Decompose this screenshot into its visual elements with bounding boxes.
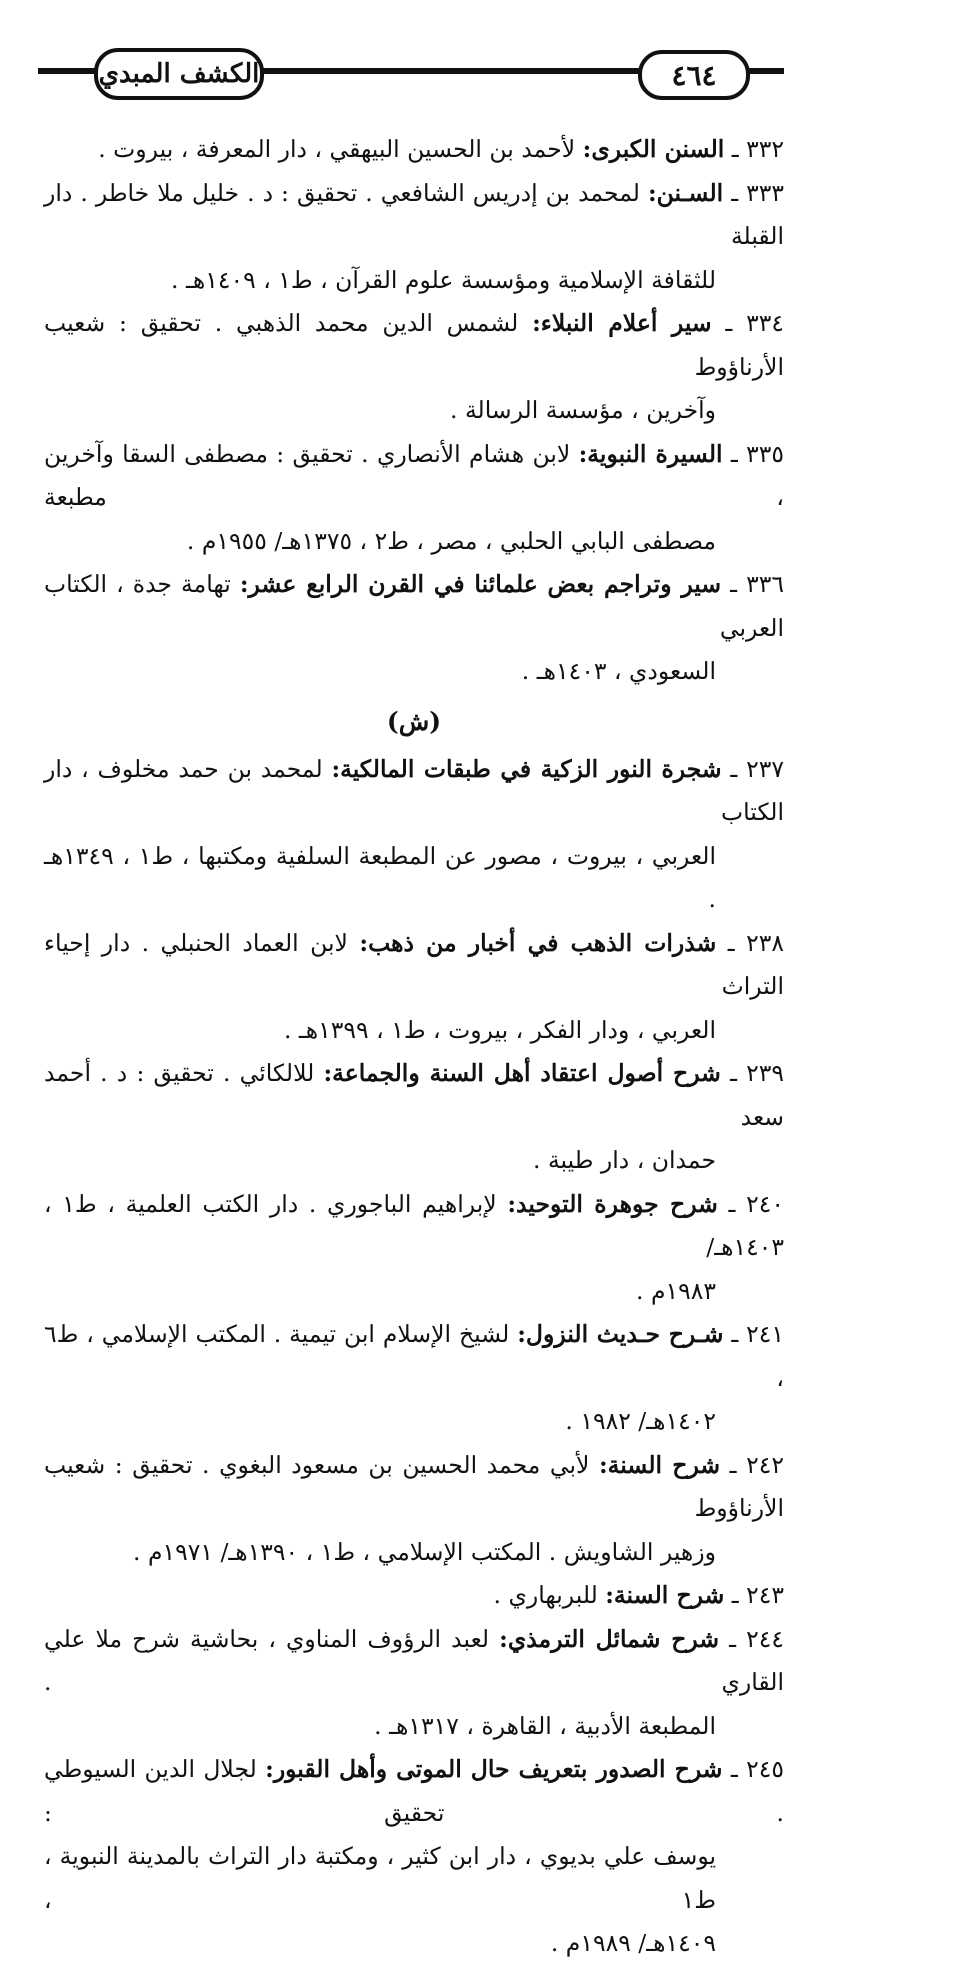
- bibliography-entry: [44, 563, 784, 694]
- bibliography-entry: [44, 128, 784, 172]
- bibliography-entry: [44, 1313, 784, 1444]
- entry-number: ٢٣٨ ـ: [727, 928, 784, 957]
- entry-continuation-line: ١٤٠٢هـ/ ١٩٨٢ .: [565, 1407, 716, 1435]
- entry-text: لإبراهيم الباجوري . دار الكتب العلمية ، ط١ ، ١٤٠٣هـ/: [44, 1189, 784, 1261]
- entry-title: سير وتراجم بعض علمائنا في القرن الرابع عشر:: [239, 570, 722, 598]
- entry-text: تهامة جدة ، الكتاب العربي: [44, 570, 784, 642]
- entry-number: ٣٣٢ ـ: [731, 135, 784, 163]
- entry-first-line: [44, 922, 784, 1009]
- entry-text: لمحمد بن حمد مخلوف ، دار الكتاب: [44, 754, 784, 826]
- entry-text: لشمس الدين محمد الذهبي . تحقيق : شعيب الأرناؤوط: [44, 309, 784, 381]
- entry-title: السيرة النبوية:: [578, 439, 723, 468]
- entry-number: ٢٤٣ ـ: [731, 1581, 784, 1609]
- entry-text: لشيخ الإسلام ابن تيمية . المكتب الإسلامي ، ط٦ ،: [44, 1320, 784, 1392]
- entry-first-line: [44, 128, 784, 172]
- entry-text: لأبي محمد الحسين بن مسعود البغوي . تحقيق : شعيب الأرناؤوط: [44, 1450, 784, 1522]
- entry-number: ٢٤٤ ـ: [729, 1624, 784, 1653]
- entry-title: شرح الصدور بتعريف حال الموتى وأهل القبور:: [265, 1755, 723, 1783]
- entry-text: للبربهاري .: [493, 1581, 598, 1609]
- bibliography-entry: [44, 1183, 784, 1314]
- entry-title: شرح شمائل الترمذي:: [499, 1624, 720, 1653]
- entry-text: للالكائي . تحقيق : د . أحمد سعد: [44, 1059, 784, 1131]
- entry-first-line: [44, 302, 784, 389]
- entry-first-line: [44, 1052, 784, 1139]
- entry-first-line: [44, 1748, 784, 1835]
- entry-continuation-line: للثقافة الإسلامية ومؤسسة علوم القرآن ، ط١ ، ١٤٠٩هـ .: [171, 265, 716, 294]
- entry-number: ٣٣٤ ـ: [725, 309, 784, 337]
- entry-number: ٢٤٢ ـ: [729, 1450, 784, 1479]
- entry-number: ٣٣٦ ـ: [730, 570, 784, 598]
- entry-continuation-line: المطبعة الأدبية ، القاهرة ، ١٣١٧هـ .: [374, 1711, 716, 1740]
- entry-title: سير أعلام النبلاء:: [532, 309, 712, 337]
- page-header: [0, 0, 956, 120]
- entry-continuation-line: العربي ، ودار الفكر ، بيروت ، ط١ ، ١٣٩٩هـ .: [283, 1015, 716, 1044]
- entry-first-line: [44, 563, 784, 650]
- running-title: الكشف المبدي: [94, 48, 264, 100]
- entry-number: ٢٣٧ ـ: [730, 754, 784, 783]
- entry-continuation-line: وزهير الشاويش . المكتب الإسلامي ، ط١ ، ١٣٩٠هـ/ ١٩٧١م .: [133, 1537, 716, 1566]
- bibliography-entry: [44, 748, 784, 922]
- entry-number: ٣٣٣ ـ: [731, 178, 784, 207]
- entries-group-after: [44, 748, 784, 1966]
- entry-title: شرح أصول اعتقاد أهل السنة والجماعة:: [323, 1059, 721, 1087]
- entry-title: شرح جوهرة التوحيد:: [507, 1189, 718, 1218]
- entry-number: ٣٣٥ ـ: [730, 439, 784, 468]
- bibliography-entry: [44, 172, 784, 303]
- entry-continuation-line: السعودي ، ١٤٠٣هـ .: [521, 657, 716, 685]
- entry-continuation-line: يوسف علي بديوي ، دار ابن كثير ، ومكتبة دار التراث بالمدينة النبوية ، ط١ ،: [44, 1842, 716, 1914]
- entry-text: لمحمد بن إدريس الشافعي . تحقيق : د . خليل ملا خاطر . دار القبلة: [44, 178, 784, 250]
- bibliography-list: [44, 128, 784, 1966]
- bibliography-entry: [44, 1444, 784, 1575]
- entry-first-line: [44, 748, 784, 835]
- bibliography-entry: [44, 433, 784, 564]
- bibliography-entry: [44, 1574, 784, 1618]
- entry-continuation-line: حمدان ، دار طيبة .: [533, 1146, 716, 1174]
- entry-first-line: [44, 1574, 784, 1618]
- bibliography-entry: [44, 1052, 784, 1183]
- entry-text: لعبد الرؤوف المناوي ، بحاشية شرح ملا علي القاري .: [44, 1624, 784, 1696]
- entry-continuation-line: ١٤٠٩هـ/ ١٩٨٩م .: [550, 1929, 716, 1957]
- entry-first-line: [44, 172, 784, 259]
- bibliography-entry: [44, 922, 784, 1053]
- entry-title: شجرة النور الزكية في طبقات المالكية:: [331, 754, 722, 783]
- entry-title: السنن الكبرى:: [582, 135, 725, 163]
- entry-number: ٢٤٠ ـ: [728, 1189, 784, 1218]
- entry-first-line: [44, 433, 784, 520]
- page-number: ٤٦٤: [638, 50, 750, 100]
- entry-continuation-line: ١٩٨٣م .: [636, 1276, 716, 1305]
- bibliography-entry: [44, 302, 784, 433]
- entry-first-line: [44, 1618, 784, 1705]
- entry-title: شـرح حـديث النزول:: [517, 1320, 724, 1348]
- entry-text: لأحمد بن الحسين البيهقي ، دار المعرفة ، بيروت .: [98, 135, 576, 163]
- entry-text: لابن العماد الحنبلي . دار إحياء التراث: [44, 928, 784, 1000]
- entry-number: ٢٤١ ـ: [731, 1320, 784, 1348]
- entry-title: شذرات الذهب في أخبار من ذهب:: [359, 928, 717, 957]
- entry-continuation-line: العربي ، بيروت ، مصور عن المطبعة السلفية ومكتبها ، ط١ ، ١٣٤٩هـ .: [44, 841, 716, 913]
- entry-continuation-line: وآخرين ، مؤسسة الرسالة .: [450, 396, 716, 424]
- entry-text: لجلال الدين السيوطي . تحقيق :: [44, 1755, 784, 1827]
- entry-number: ٢٣٩ ـ: [730, 1059, 784, 1087]
- entry-first-line: [44, 1444, 784, 1531]
- entry-text: لابن هشام الأنصاري . تحقيق : مصطفى السقا وآخرين ، مطبعة: [44, 439, 784, 511]
- entry-title: شرح السنة:: [599, 1450, 721, 1479]
- section-heading: (ش): [386, 706, 442, 736]
- entry-continuation-line: مصطفى البابي الحلبي ، مصر ، ط٢ ، ١٣٧٥هـ/ ١٩٥٥م .: [186, 526, 716, 555]
- bibliography-entry: [44, 1748, 784, 1966]
- bibliography-entry: [44, 1618, 784, 1749]
- entry-title: شرح السنة:: [605, 1581, 725, 1609]
- entry-number: ٢٤٥ ـ: [730, 1755, 784, 1783]
- entries-group-before: [44, 128, 784, 694]
- entry-first-line: [44, 1183, 784, 1270]
- entry-title: السـنن:: [647, 178, 724, 207]
- entry-first-line: [44, 1313, 784, 1400]
